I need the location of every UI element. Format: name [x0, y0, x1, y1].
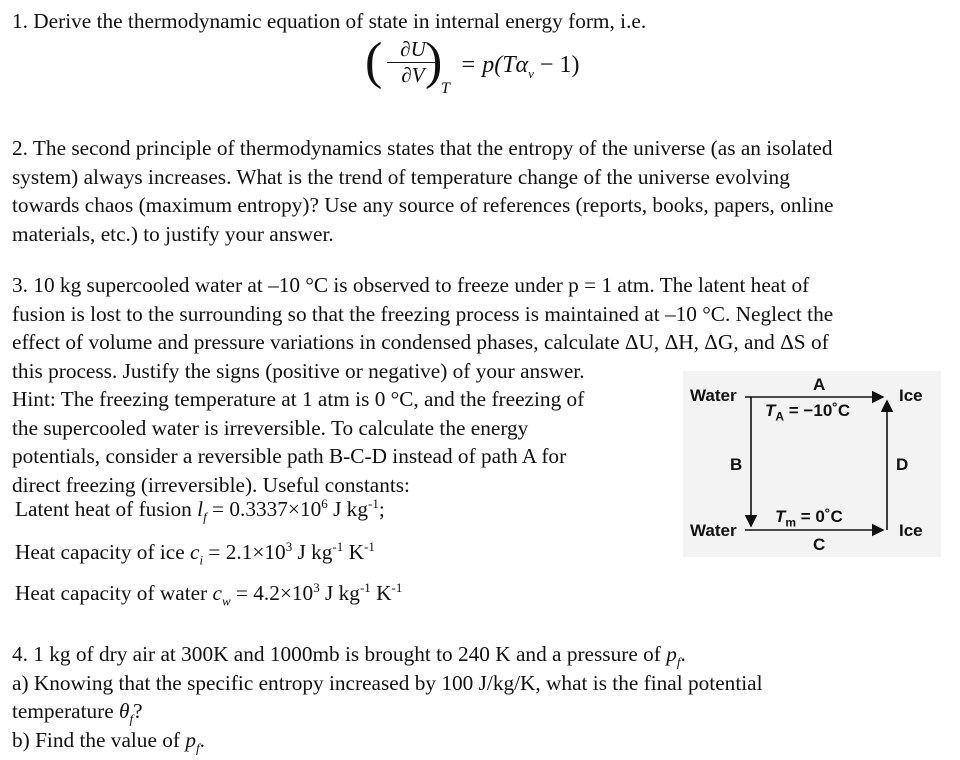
latent-unit-exponent: -1: [367, 495, 379, 511]
tm-value: = 0˚C: [796, 507, 843, 526]
q4-line4-text: b) Find the value of: [12, 727, 186, 752]
water-subscript: w: [221, 593, 231, 609]
q4-line3-symbol: θ: [119, 699, 130, 723]
question-3-line: Hint: The freezing temperature at 1 atm is 0 °C, and the freezing of: [12, 387, 585, 411]
ice-unit-2: K: [343, 540, 364, 564]
question-2: [12, 134, 952, 248]
water-symbol: c: [212, 581, 222, 605]
ice-subscript: i: [199, 552, 204, 568]
water-unit-1: J kg: [319, 581, 360, 605]
ta-value: = −10˚C: [784, 401, 851, 420]
question-4-line-2: a) Knowing that the specific entropy increased by 100 J/kg/K, what is the final potential: [12, 670, 763, 695]
freezing-path-diagram: [683, 371, 941, 557]
ice-label: Heat capacity of ice: [15, 540, 191, 564]
question-3-line: 3. 10 kg supercooled water at –10 °C is observed to freeze under p = 1 atm. The latent heat of: [12, 273, 810, 297]
q4-line3-end: ?: [133, 699, 143, 723]
tm-subscript: m: [785, 515, 797, 530]
question-4-line-4: [12, 726, 952, 755]
rhs-subscript: v: [528, 65, 534, 81]
question-2-line: towards chaos (maximum entropy)? Use any source of references (reports, books, papers, online: [12, 193, 834, 217]
question-1: [12, 7, 952, 36]
q4-line1-text: 4. 1 kg of dry air at 300K and 1000mb is brought to 240 K and a pressure of: [12, 642, 667, 666]
ice-exponent: 3: [285, 538, 293, 554]
derivative-numerator: ∂U: [387, 38, 439, 63]
latent-value: = 0.3337×10: [206, 497, 322, 521]
ice-unit-1-exponent: -1: [332, 538, 344, 554]
latent-end: ;: [378, 497, 385, 521]
question-3-line: potentials, consider a reversible path B-C-D instead of path A for: [12, 444, 567, 468]
left-paren: (: [365, 33, 383, 90]
latent-unit: J kg: [327, 497, 368, 521]
constant-temperature-subscript: T: [441, 80, 450, 97]
q4-line3-subscript: f: [129, 711, 134, 727]
water-bottom-label: Water: [690, 521, 737, 540]
path-c-label: C: [813, 535, 826, 554]
ice-value: = 2.1×10: [203, 540, 286, 564]
equation-right-side: [460, 52, 579, 79]
question-2-line: system) always increases. What is the trend of temperature change of the universe evolving: [12, 164, 790, 189]
ice-top-label: Ice: [899, 386, 923, 405]
water-unit-2: K: [370, 581, 392, 605]
rhs-end: − 1): [533, 52, 580, 78]
water-top-label: Water: [690, 386, 737, 405]
tm-symbol: T: [775, 507, 786, 526]
ta-subscript: A: [775, 409, 785, 424]
q4-line4-symbol: p: [185, 727, 196, 752]
q4-line1-symbol: p: [666, 642, 677, 666]
latent-exponent: 6: [321, 495, 328, 511]
ta-symbol: T: [765, 401, 776, 420]
ice-unit-1: J kg: [292, 540, 333, 564]
question-2-line: 2. The second principle of thermodynamics states that the entropy of the universe (as an isolated: [12, 136, 833, 160]
tm-label: [775, 507, 843, 530]
question-3-line: fusion is lost to the surrounding so that the freezing process is maintained at –10 °C. Neglect the: [12, 301, 834, 326]
water-unit-2-exponent: -1: [391, 579, 403, 595]
derivative-denominator: ∂V: [401, 63, 425, 87]
path-b-label: B: [730, 455, 743, 474]
question-2-line: materials, etc.) to justify your answer.: [12, 221, 334, 246]
question-3-line: effect of volume and pressure variations in condensed phases, calculate ΔU, ΔH, ΔG, and ΔS of: [12, 330, 829, 354]
question-3-line: direct freezing (irreversible). Useful constants:: [12, 472, 410, 497]
constant-heat-capacity-water: [15, 579, 403, 609]
water-exponent: 3: [313, 579, 320, 595]
latent-label: Latent heat of fusion: [15, 497, 198, 521]
question-4-line-3: [12, 697, 952, 726]
constant-latent-heat: [15, 495, 385, 525]
water-label: Heat capacity of water: [15, 581, 213, 605]
question-4-line-1: [12, 640, 952, 669]
question-3-line: the supercooled water is irreversible. To calculate the energy: [12, 415, 529, 440]
ice-unit-2-exponent: -1: [363, 538, 375, 554]
ta-label: [765, 401, 851, 424]
rhs-main: = p(Tα: [460, 52, 529, 78]
latent-symbol: l: [197, 497, 204, 521]
latent-subscript: f: [203, 509, 207, 525]
water-value: = 4.2×10: [230, 581, 314, 605]
q4-line1-end: .: [680, 642, 686, 666]
question-1-text: 1. Derive the thermodynamic equation of state in internal energy form, i.e.: [12, 9, 647, 33]
equation-of-state: [365, 33, 625, 97]
path-d-label: D: [896, 455, 909, 474]
ice-bottom-label: Ice: [899, 521, 923, 540]
right-paren: ): [425, 33, 443, 90]
ice-symbol: c: [190, 540, 200, 564]
constant-heat-capacity-ice: [15, 538, 375, 568]
q4-line1-subscript: f: [676, 654, 681, 670]
water-unit-1-exponent: -1: [359, 579, 371, 595]
q4-line3-text: temperature: [12, 699, 120, 723]
question-3-line: this process. Justify the signs (positive or negative) of your answer.: [12, 358, 585, 383]
path-a-label: A: [813, 375, 826, 394]
q4-line4-end: .: [199, 727, 205, 752]
question-4: [12, 640, 952, 754]
q4-line4-subscript: f: [195, 739, 200, 755]
